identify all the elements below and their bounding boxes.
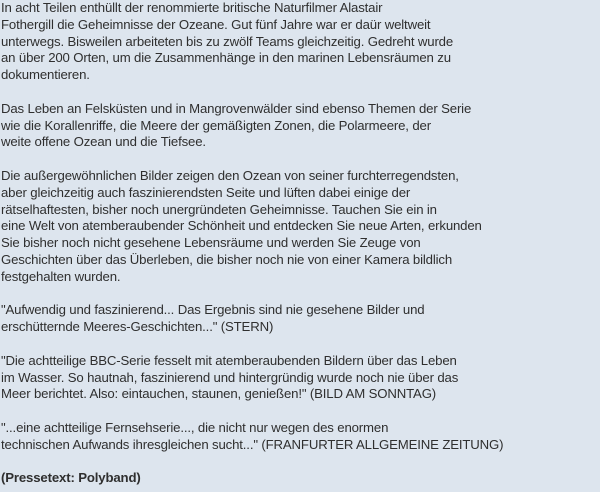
text-line: im Wasser. So hautnah, faszinierend und hintergründig wurde noch nie über das: [1, 369, 459, 385]
text-line: dokumentieren.: [1, 67, 90, 83]
press-credit: [1, 470, 600, 487]
paragraph-spacer: [1, 336, 600, 353]
text-line: Geschichten über das Überleben, die bisher noch nie von einer Kamera bildlich: [1, 251, 453, 267]
text-line: Meer berichtet. Also: eintauchen, staunen, genießen!" (BILD AM SONNTAG): [1, 386, 437, 402]
text-line: Fothergill die Geheimnisse der Ozeane. Gut fünf Jahre war er daür weltweit: [1, 16, 431, 32]
text-line: eine Welt von atemberaubender Schönheit und entdecken Sie neue Arten, erkunden: [1, 218, 482, 234]
text-line: technischen Aufwands ihresgleichen sucht..." (FRANFURTER ALLGEMEINE ZEITUNG): [1, 436, 504, 452]
text-line: wie die Korallenriffe, die Meere der gemäßigten Zonen, die Polarmeere, der: [1, 117, 431, 133]
quote-bild-am-sonntag: [1, 353, 600, 403]
habitats-paragraph: [1, 101, 600, 151]
text-line: erschütternde Meeres-Geschichten..." (STERN): [1, 319, 274, 335]
text-line: "...eine achtteilige Fernsehserie..., die nicht nur wegen des enormen: [1, 419, 389, 435]
text-line: Die außergewöhnlichen Bilder zeigen den Ozean von seiner furchterregendsten,: [1, 167, 459, 183]
text-line: weite offene Ozean und die Tiefsee.: [1, 134, 206, 150]
text-line: "Die achtteilige BBC-Serie fesselt mit atemberaubenden Bildern über das Leben: [1, 352, 457, 368]
text-line: an über 200 Orten, um die Zusammenhänge in den marinen Lebensräumen zu: [1, 50, 451, 66]
intro-paragraph: [1, 0, 600, 84]
paragraph-spacer: [1, 84, 600, 101]
text-line: "Aufwendig und faszinierend... Das Ergebnis sind nie gesehene Bilder und: [1, 302, 425, 318]
text-line: unterwegs. Bisweilen arbeiteten bis zu zwölf Teams gleichzeitig. Gedreht wurde: [1, 33, 454, 49]
text-line: Das Leben an Felsküsten und in Mangrovenwälder sind ebenso Themen der Serie: [1, 100, 472, 116]
quote-stern: [1, 302, 600, 336]
credit-text: (Pressetext: Polyband): [1, 470, 141, 486]
text-line: aber gleichzeitig auch faszinierendsten Seite und lüften dabei einige der: [1, 184, 411, 200]
paragraph-spacer: [1, 403, 600, 420]
paragraph-spacer: [1, 286, 600, 303]
description-paragraph: [1, 168, 600, 286]
text-line: In acht Teilen enthüllt der renommierte britische Naturfilmer Alastair: [1, 0, 383, 15]
quote-faz: [1, 420, 600, 454]
paragraph-spacer: [1, 151, 600, 168]
paragraph-spacer: [1, 454, 600, 471]
text-line: Sie bisher noch nicht gesehene Lebensräume und werden Sie Zeuge von: [1, 235, 421, 251]
text-line: festgehalten wurden.: [1, 268, 121, 284]
text-line: rätselhaftesten, bisher noch unergründeten Geheimnisse. Tauchen Sie ein in: [1, 201, 437, 217]
